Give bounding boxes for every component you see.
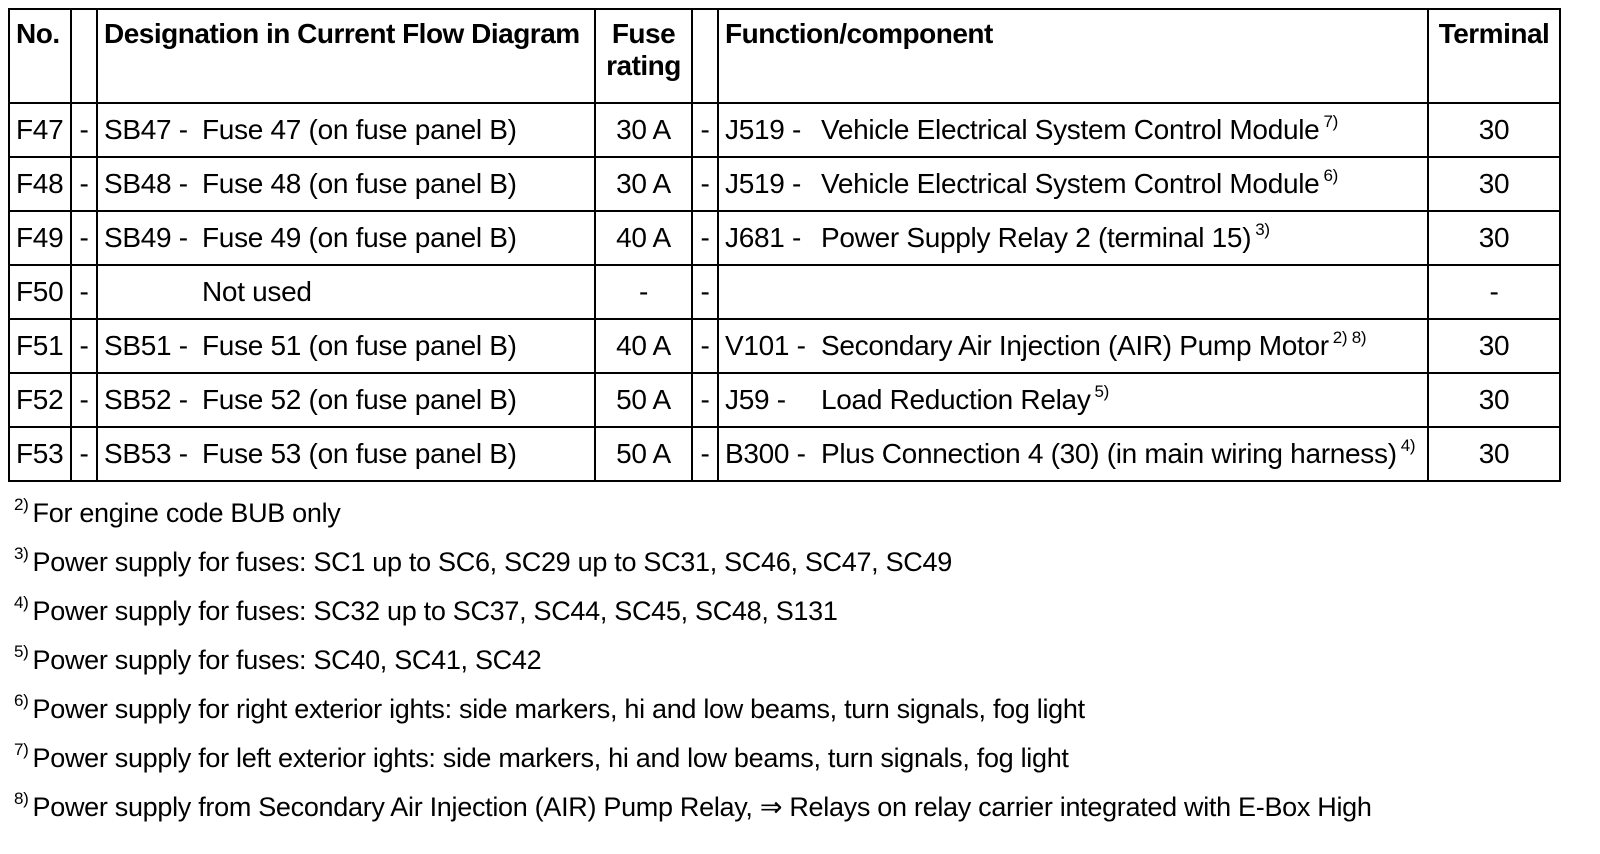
footnote-mark: 8) [14,789,29,808]
fuse-rating: 40 A [595,211,692,265]
footnote [14,544,1372,596]
fuse-rating: - [595,265,692,319]
component-description: Power Supply Relay 2 (terminal 15) [821,222,1252,253]
designation-cell [97,211,595,265]
fuse-number: F52 [9,373,71,427]
fuse-rating: 50 A [595,373,692,427]
designation-cell [97,265,595,319]
designation-description: Fuse 52 (on fuse panel B) [202,384,517,415]
footnote-mark: 4) [14,593,29,612]
table-row [9,211,1560,265]
footnote-reference: 3) [1255,220,1270,239]
header-fuse-rating: Fuse rating [595,9,692,103]
designation-cell [97,157,595,211]
function-cell [718,211,1428,265]
fuse-rating: 30 A [595,157,692,211]
component-code: J681 - [725,222,802,253]
footnote-text: Power supply for fuses: SC1 up to SC6, SC29 up to SC31, SC46, SC47, SC49 [32,547,952,577]
function-cell [718,427,1428,481]
separator-dash: - [71,211,97,265]
fuse-rating: 50 A [595,427,692,481]
table-row [9,103,1560,157]
designation-code: SB47 - [104,114,188,145]
table-row [9,319,1560,373]
separator-dash: - [692,103,718,157]
fuse-rating: 30 A [595,103,692,157]
function-cell [718,157,1428,211]
function-cell [718,373,1428,427]
terminal: 30 [1428,211,1560,265]
designation-cell [97,319,595,373]
designation-description: Fuse 47 (on fuse panel B) [202,114,517,145]
function-cell [718,103,1428,157]
header-function: Function/component [718,9,1428,103]
component-description: Plus Connection 4 (30) (in main wiring harness) [821,438,1397,469]
footnote-mark: 6) [14,691,29,710]
designation-code: SB52 - [104,384,188,415]
footnote-mark: 7) [14,740,29,759]
footnote-reference: 7) [1323,112,1338,131]
terminal: 30 [1428,427,1560,481]
terminal: 30 [1428,373,1560,427]
header-separator [692,9,718,103]
separator-dash: - [71,427,97,481]
footnote [14,789,1372,841]
fuse-number: F51 [9,319,71,373]
separator-dash: - [71,373,97,427]
footnote-text: Power supply for fuses: SC40, SC41, SC42 [32,645,542,675]
separator-dash: - [692,373,718,427]
separator-dash: - [692,427,718,481]
separator-dash: - [71,319,97,373]
terminal: 30 [1428,103,1560,157]
fuse-number: F47 [9,103,71,157]
terminal: 30 [1428,157,1560,211]
footnote-mark: 3) [14,544,29,563]
component-code: J519 - [725,114,802,145]
footnote [14,691,1372,743]
fuse-number: F49 [9,211,71,265]
footnote-reference: 4) [1400,436,1416,455]
fuse-number: F50 [9,265,71,319]
designation-code: SB51 - [104,330,188,361]
footnote-text: Power supply for left exterior ights: side markers, hi and low beams, turn signals, fog light [32,743,1069,773]
separator-dash: - [692,157,718,211]
component-code: V101 - [725,330,806,361]
designation-code: SB53 - [104,438,188,469]
header-separator [71,9,97,103]
footnote-reference: 5) [1094,382,1110,401]
table-header-row [9,9,1560,103]
footnote [14,740,1372,792]
fuse-number: F53 [9,427,71,481]
footnote-mark: 2) [14,495,29,514]
separator-dash: - [71,157,97,211]
designation-code: SB49 - [104,222,188,253]
designation-cell [97,427,595,481]
header-no: No. [9,9,71,103]
function-cell [718,319,1428,373]
designation-cell [97,373,595,427]
terminal: - [1428,265,1560,319]
designation-description: Fuse 48 (on fuse panel B) [202,168,517,199]
footnote-text: For engine code BUB only [32,498,341,528]
header-designation: Designation in Current Flow Diagram [97,9,595,103]
footnote [14,642,1372,694]
fuse-rating: 40 A [595,319,692,373]
separator-dash: - [692,211,718,265]
component-code: J59 - [725,384,786,415]
table-row [9,157,1560,211]
header-terminal: Terminal [1428,9,1560,103]
designation-description: Not used [202,276,312,307]
terminal: 30 [1428,319,1560,373]
fuse-number: F48 [9,157,71,211]
designation-code: SB48 - [104,168,188,199]
designation-description: Fuse 51 (on fuse panel B) [202,330,517,361]
designation-description: Fuse 53 (on fuse panel B) [202,438,517,469]
component-description: Secondary Air Injection (AIR) Pump Motor [821,330,1329,361]
footnote-text: Power supply from Secondary Air Injection (AIR) Pump Relay, ⇒ Relays on relay carrier integrated with E-Box High [32,792,1372,822]
footnote [14,495,1372,547]
designation-cell [97,103,595,157]
component-code: J519 - [725,168,802,199]
footnote-mark: 5) [14,642,29,661]
function-cell [718,265,1428,319]
footnotes-list [14,495,1372,841]
fuse-assignment-table [8,8,1561,482]
separator-dash: - [692,265,718,319]
table-row [9,265,1560,319]
footnote-reference: 2) 8) [1332,328,1367,347]
component-description: Vehicle Electrical System Control Module [821,114,1320,145]
footnote-text: Power supply for fuses: SC32 up to SC37, SC44, SC45, SC48, S131 [32,596,838,626]
designation-description: Fuse 49 (on fuse panel B) [202,222,517,253]
table-row [9,373,1560,427]
separator-dash: - [71,265,97,319]
table-row [9,427,1560,481]
separator-dash: - [71,103,97,157]
footnote-text: Power supply for right exterior ights: side markers, hi and low beams, turn signals, fog light [32,694,1085,724]
table-body [9,103,1560,481]
footnote [14,593,1372,645]
separator-dash: - [692,319,718,373]
footnote-reference: 6) [1323,166,1338,185]
component-description: Load Reduction Relay [821,384,1091,415]
component-description: Vehicle Electrical System Control Module [821,168,1320,199]
component-code: B300 - [725,438,806,469]
